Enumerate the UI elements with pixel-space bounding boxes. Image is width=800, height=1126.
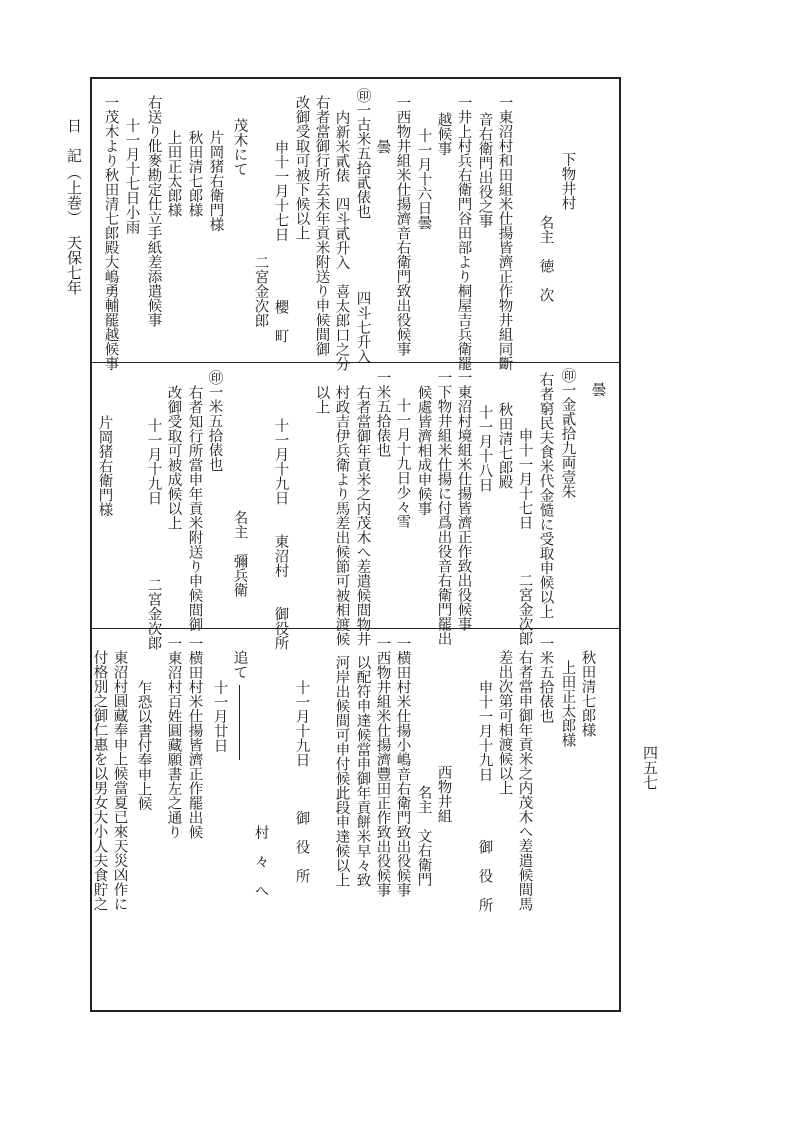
upper-col-1: 名主 徳 次 bbox=[537, 215, 554, 302]
lower-col-18: 乍恐以書付奉申上候 bbox=[135, 680, 152, 811]
upper-col-5: 越候事 bbox=[435, 112, 452, 156]
middle-col-18: 改御受取可被成候以上 bbox=[165, 385, 182, 530]
upper-col-2: 一東沼村和田組米仕揚皆濟正作物井組同斷 bbox=[496, 95, 513, 371]
middle-col-17: 右者知行所當申年貢米附送り申候間御 bbox=[186, 385, 203, 632]
lower-col-0: 秋田清七郎様 bbox=[579, 650, 596, 737]
lower-col-5: 申十一月十九日 御 役 所 bbox=[476, 680, 493, 912]
lower-col-6: 西物井組 bbox=[435, 765, 452, 823]
lower-col-1: 上田正太郎様 bbox=[559, 660, 576, 747]
upper-col-6: 十一月十六日曇 bbox=[415, 128, 432, 230]
upper-col-10: 内新米貳俵 四斗貳升入 喜太郎口之分 bbox=[333, 110, 350, 371]
page-number: 四五七 bbox=[641, 745, 659, 790]
upper-col-0: 下物井村 bbox=[559, 152, 576, 210]
lower-col-11: 河岸出候間可申付候此段申達候以上 bbox=[333, 655, 350, 887]
middle-col-16: ㊞一米五拾俵也 bbox=[206, 370, 223, 472]
middle-col-19: 十一月十九日 二宮金次郎 bbox=[145, 418, 162, 650]
era-label: 天保七年 bbox=[65, 235, 83, 295]
middle-col-10: 一米五拾俵也 bbox=[374, 370, 391, 457]
lower-col-4: 差出次第可相渡候以上 bbox=[496, 650, 513, 795]
upper-col-13: 申十一月十七日 櫻 町 bbox=[272, 140, 289, 343]
upper-col-4: 一井上村兵右衛門谷田部より桐屋吉兵衛罷 bbox=[455, 95, 472, 371]
upper-col-11: 右者當御行所去未年貢米附送り申候間御 bbox=[313, 95, 330, 356]
upper-col-9: ㊞一古米五拾貳俵也 四斗七升入 bbox=[354, 88, 371, 364]
upper-col-16: 片岡猪右衛門様 bbox=[207, 130, 224, 232]
middle-col-14: 十一月十九日 東沼村 御役所 bbox=[272, 418, 289, 650]
lower-col-3: 右者當申御年貢米之内茂木へ差遣候間馬 bbox=[516, 650, 533, 911]
upper-col-12: 改御受取可被下候以上 bbox=[293, 95, 310, 240]
lower-col-14: 追て bbox=[231, 650, 248, 679]
middle-col-4: 秋田清七郎殿 bbox=[496, 402, 513, 489]
middle-col-2: 右者窮民夫食米代金慥に受取申候以上 bbox=[537, 372, 554, 619]
upper-col-20: 十一月十七日小雨 bbox=[123, 118, 140, 234]
upper-col-3: 音右衛門出役之事 bbox=[476, 112, 493, 228]
lower-col-13: 村 々 へ bbox=[252, 825, 269, 898]
upper-col-17: 秋田清七郎様 bbox=[186, 130, 203, 217]
middle-col-7: 一下物井組米仕揚に付爲出役音右衛門罷出 bbox=[435, 370, 452, 646]
lower-col-9: 一西物井組米仕揚濟豐田正作致出役候事 bbox=[374, 636, 391, 897]
middle-col-12: 村政吉伊兵衛より馬差出候節可被相渡候 bbox=[333, 385, 350, 646]
upper-col-7: 一西物井組米仕揚濟音右衛門致出役候事 bbox=[394, 95, 411, 356]
lower-col-12: 十一月十九日 御 役 所 bbox=[293, 680, 310, 883]
middle-col-8: 候處皆濟相成申候事 bbox=[415, 385, 432, 516]
middle-col-0: 曇 bbox=[589, 382, 606, 397]
middle-col-5: 十一月十八日 bbox=[476, 405, 493, 492]
dash-rule bbox=[239, 685, 240, 760]
middle-col-1: ㊞一金貳拾九両壹朱 bbox=[559, 368, 576, 499]
middle-col-11: 右者當御年貢米之内茂木へ差遣候間物井 bbox=[354, 385, 371, 646]
volume-label: （上巻） bbox=[65, 165, 83, 225]
lower-col-19: 東沼村圓藏奉申上候當夏已來天災凶作に bbox=[111, 650, 128, 911]
diary-title: 日 記 bbox=[65, 118, 83, 163]
lower-col-15: 十一月廿日 bbox=[211, 680, 228, 753]
upper-col-14: 二宮金次郎 bbox=[252, 255, 269, 328]
middle-col-15: 名主 彌兵衛 bbox=[231, 510, 248, 597]
middle-col-6: 一東沼村境組米仕揚皆濟正作致出役候事 bbox=[455, 370, 472, 631]
lower-col-17: 一東沼村百姓圓藏願書左之通り bbox=[165, 636, 182, 839]
lower-col-7: 名主 文右衛門 bbox=[415, 785, 432, 887]
lower-col-20: 付格別之御仁惠を以男女大小人夫食貯之 bbox=[91, 650, 108, 911]
lower-col-16: 一横田村米仕揚皆濟正作罷出候 bbox=[186, 636, 203, 839]
middle-col-13: 以上 bbox=[313, 385, 330, 414]
lower-col-2: 一米五拾俵也 bbox=[537, 636, 554, 723]
upper-col-8: 曇 bbox=[374, 139, 391, 154]
upper-col-18: 上田正太郎様 bbox=[165, 130, 182, 217]
middle-col-20: 片岡猪右衛門様 bbox=[96, 415, 113, 517]
middle-col-3: 申十一月十七日 二宮金次郎 bbox=[516, 428, 533, 646]
upper-col-19: 右送り仳麥勘定仕立手紙差添遣候事 bbox=[145, 95, 162, 327]
lower-col-8: 一横田村米仕揚小嶋音右衛門致出役候事 bbox=[394, 636, 411, 897]
upper-col-15: 茂木にて bbox=[231, 118, 248, 176]
middle-col-9: 十一月十九日少々雪 bbox=[394, 398, 411, 529]
lower-col-10: 以配符申達候當申御年貢餅米早々致 bbox=[354, 655, 371, 887]
upper-col-21: 一茂木より秋田清七郎殿大嶋勇輔罷越候事 bbox=[102, 95, 119, 371]
